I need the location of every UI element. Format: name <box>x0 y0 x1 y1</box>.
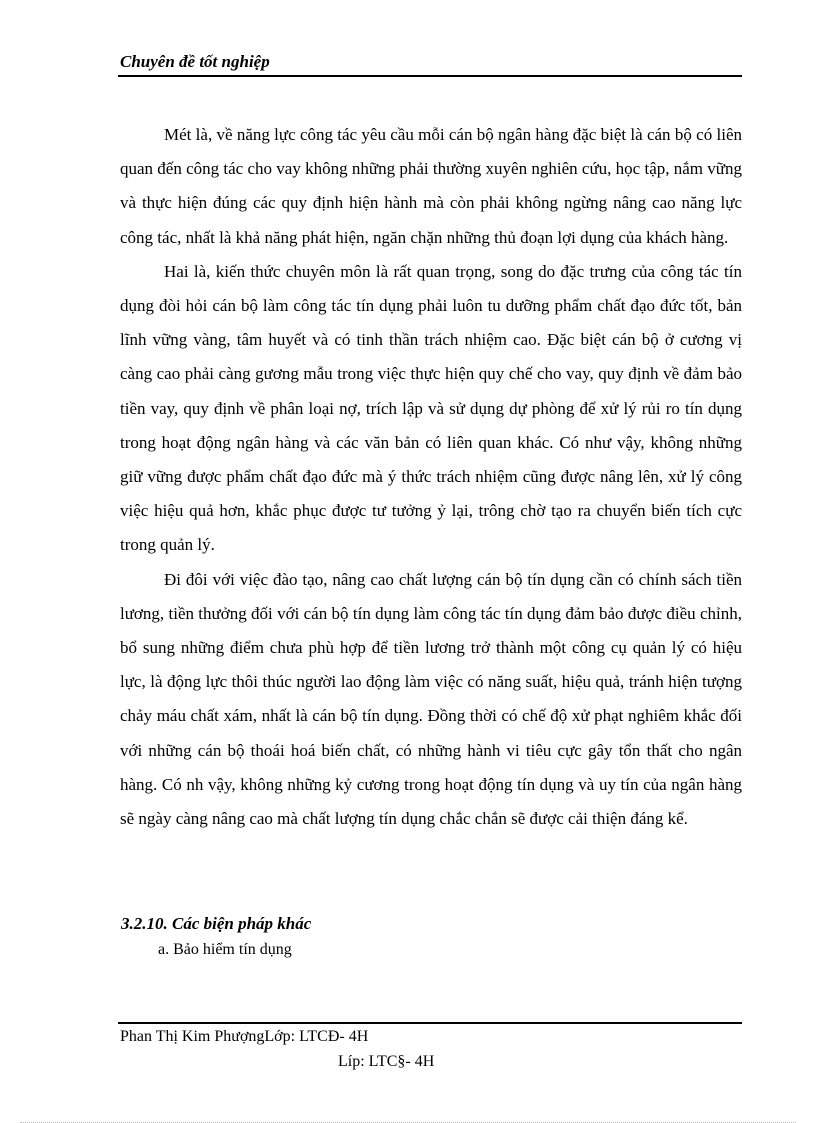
footer-class-garbled: Líp: LTC§- 4H <box>338 1053 435 1070</box>
paragraph-1: Mét là, về năng lực công tác yêu cầu mỗi cán bộ ngân hàng đặc biệt là cán bộ có liên quan đến công tác cho vay không những phải thường xuyên nghiên cứu, học tập, nắm vững và thực hiện đúng các quy định hiện hành mà còn phải không ngừng nâng cao năng lực công tác, nhất là khả năng phát hiện, ngăn chặn những thủ đoạn lợi dụng của khách hàng. <box>120 125 742 247</box>
subsection-heading: a. Bảo hiểm tín dụng <box>158 941 292 958</box>
header-divider <box>118 75 742 77</box>
page-header-title: Chuyên đề tốt nghiệp <box>120 52 270 71</box>
section-heading: 3.2.10. Các biện pháp khác <box>121 914 312 933</box>
footer-author-class: Phan Thị Kim PhượngLớp: LTCĐ- 4H <box>120 1028 369 1045</box>
footer-divider <box>118 1022 742 1024</box>
document-body <box>120 118 742 836</box>
paragraph-3: Đi đôi với việc đào tạo, nâng cao chất lượng cán bộ tín dụng cần có chính sách tiền lương, tiền thưởng đối với cán bộ tín dụng làm công tác tín dụng đảm bảo được điều chỉnh, bổ sung những điểm chưa phù hợp để tiền lương trở thành một công cụ quản lý có hiệu lực, là động lực thôi thúc người lao động làm việc có năng suất, hiệu quả, tránh hiện tượng chảy máu chất xám, nhất là cán bộ tín dụng. Đồng thời có chế độ xử phạt nghiêm khắc đối với những cán bộ thoái hoá biến chất, có những hành vi tiêu cực gây tổn thất cho ngân hàng. Có nh vậy, không những kỷ cương trong hoạt động tín dụng và uy tín của ngân hàng sẽ ngày càng nâng cao mà chất lượng tín dụng chắc chắn sẽ được cải thiện đáng kể. <box>120 569 742 829</box>
paragraph-2: Hai là, kiến thức chuyên môn là rất quan trọng, song do đặc trưng của công tác tín dụng đòi hỏi cán bộ làm công tác tín dụng phải luôn tu dưỡng phẩm chất đạo đức tốt, bản lĩnh vững vàng, tâm huyết và có tinh thần trách nhiệm cao. Đặc biệt cán bộ ở cương vị càng cao phải càng gương mẫu trong việc thực hiện quy chế cho vay, quy định về đảm bảo tiền vay, quy định về phân loại nợ, trích lập và sử dụng dự phòng để xử lý rủi ro tín dụng trong hoạt động ngân hàng và các văn bản có liên quan khác. Có như vậy, không những giữ vững được phẩm chất đạo đức mà ý thức trách nhiệm cũng được nâng lên, xử lý công việc hiệu quả hơn, khắc phục được tư tưởng ỷ lại, trông chờ tạo ra chuyển biến tích cực trong quản lý. <box>120 261 742 555</box>
